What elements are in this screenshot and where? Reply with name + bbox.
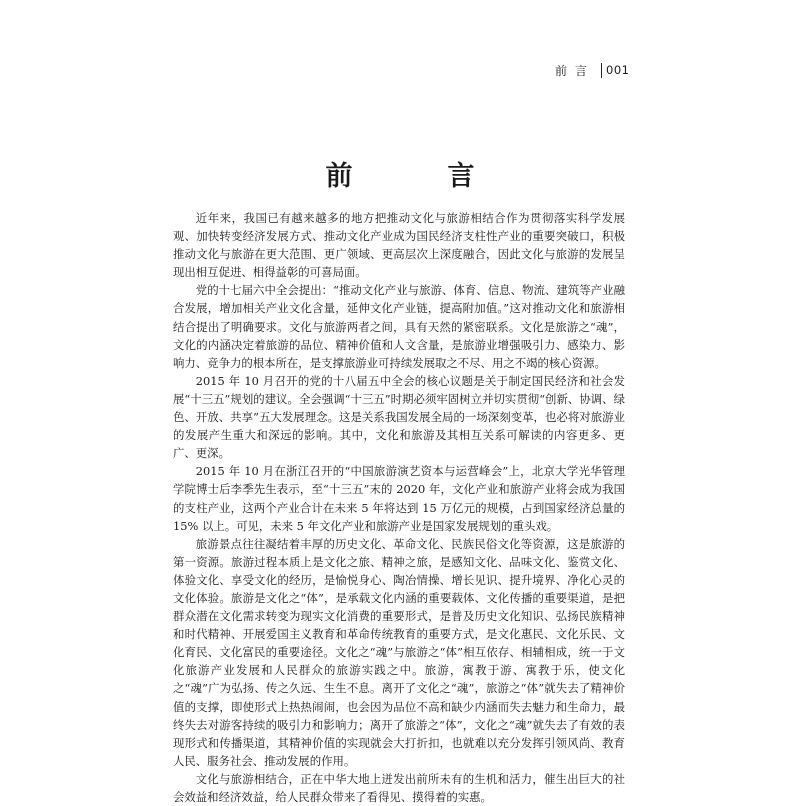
page-title: 前 言: [325, 161, 509, 192]
header-divider: [601, 63, 602, 78]
running-header: [555, 61, 629, 79]
body-text: [173, 209, 625, 806]
paragraph: 旅游景点往往凝结着丰厚的历史文化、革命文化、民族民俗文化等资源，这是旅游的第一资源。旅游过程本质上是文化之旅、精神之旅，是感知文化、品味文化、鉴赏文化、体验文化、享受文化的经历，是愉悦身心、陶冶情操、增长见识、提升境界、净化心灵的文化体验。旅游是文化之“体”，是承载文化内涵的重要载体、文化传播的重要渠道，是把群众潜在文化需求转变为现实文化消费的重要形式，是普及历史文化知识、弘扬民族精神和时代精神、开展爱国主义教育和革命传统教育的重要方式，是文化惠民、文化乐民、文化育民、文化富民的重要途径。文化之“魂”与旅游之“体”相互依存、相辅相成，统一于文化旅游产业发展和人民群众的旅游实践之中。旅游，寓教于游、寓教于乐，使文化之“魂”广为弘扬、传之久远、生生不息。离开了文化之“魂”，旅游之“体”就失去了精神价值的支撑，即使形式上热热闹闹，也会因为品位不高和缺少内涵而失去魅力和生命力，最终失去对游客持续的吸引力和影响力；离开了旅游之“体”，文化之“魂”就失去了有效的表现形式和传播渠道，其精神价值的实现就会大打折扣，也就难以充分发挥引领风尚、教育人民、服务社会、推动发展的作用。: [173, 536, 625, 768]
paragraph: 文化与旅游相结合，正在中华大地上迸发出前所未有的生机和活力，催生出巨大的社会效益和经济效益，给人民群众带来了看得见、摸得着的实惠。: [173, 771, 625, 804]
paragraph: 近年来，我国已有越来越多的地方把推动文化与旅游相结合作为贯彻落实科学发展观、加快转变经济发展方式、推动文化产业成为国民经济支柱性产业的重要突破口，积极推动文化与旅游在更大范围、更广领域、更高层次上深度融合，因此文化与旅游的发展呈现出相互促进、相得益彰的可喜局面。: [173, 211, 625, 280]
page-number: 001: [606, 63, 630, 77]
paragraph: 党的十七届六中全会提出：“推动文化产业与旅游、体育、信息、物流、建筑等产业融合发展，增加相关产业文化含量，延伸文化产业链，提高附加值。”这对推动文化和旅游相结合提出了明确要求。文化与旅游两者之间，具有天然的紧密联系。文化是旅游之“魂”，文化的内涵决定着旅游的品位、精神价值和人文含量，是旅游业增强吸引力、感染力、影响力、竞争力的根本所在，是支撑旅游业可持续发展取之不尽、用之不竭的核心资源。: [173, 283, 625, 370]
paragraph: 2015 年 10 月在浙江召开的“中国旅游演艺资本与运营峰会”上，北京大学光华管理学院博士后李季先生表示，至“十三五”末的 2020 年，文化产业和旅游产业将会成为我国的支柱产业，这两个产业合计在未来 5 年将达到 15 万亿元的规模，占到国家经济总量的 15% 以上。可见，未来 5 年文化产业和旅游产业是国家发展规划的重头戏。: [173, 464, 625, 533]
running-header-section: 前言: [555, 63, 596, 78]
paragraph: 2015 年 10 月召开的党的十八届五中全会的核心议题是关于制定国民经济和社会发展“十三五”规划的建议。全会强调“十三五”时期必须牢固树立并切实贯彻“创新、协调、绿色、开放、共享”五大发展理念。这是关系我国发展全局的一场深刻变革，也必将对旅游业的发展产生重大和深远的影响。其中，文化和旅游及其相互关系可解读的内容更多、更广、更深。: [173, 373, 625, 461]
